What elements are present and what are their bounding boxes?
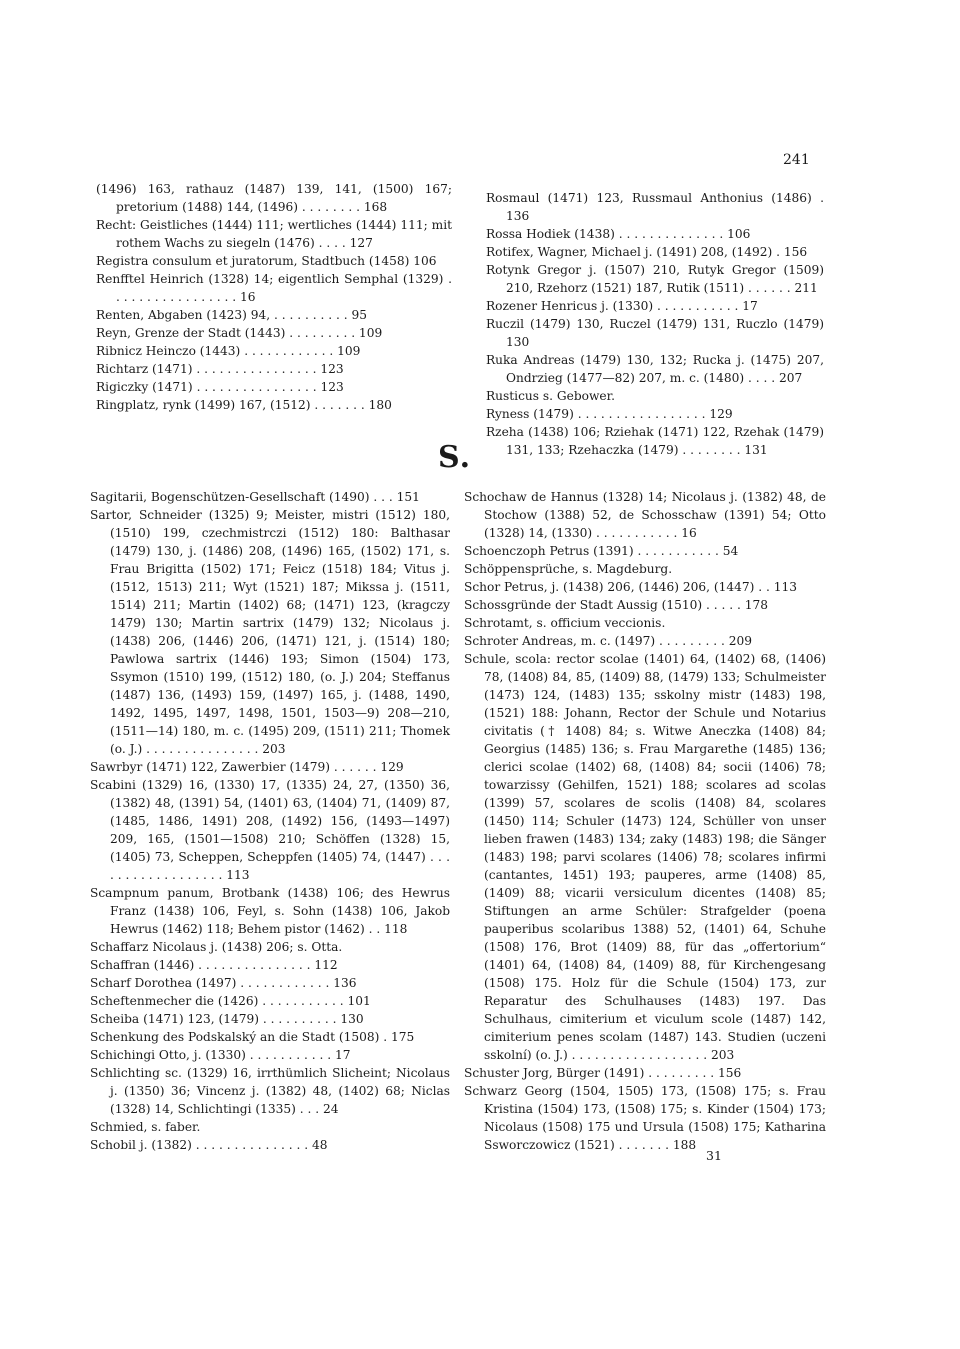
index-entry: Schuster Jorg, Bürger (1491) . . . . . . . . . 156 [464,1066,742,1080]
index-column-bottom-left [90,488,450,1154]
index-entry: Rozener Henricus j. (1330) . . . . . . . . . . . 17 [486,299,758,313]
index-entry: Scheftenmecher die (1426) . . . . . . . . . . . 101 [90,994,371,1008]
index-entry: Ruczil (1479) 130, Ruczel (1479) 131, Ruczlo (1479) 130 [486,317,824,349]
index-entry: Ruka Andreas (1479) 130, 132; Rucka j. (1475) 207, Ondrzieg (1477—82) 207, m. c. (1480) . . . . 207 [486,353,824,385]
index-entry: Schoenczoph Petrus (1391) . . . . . . . . . . . 54 [464,544,739,558]
index-entry: Schaffran (1446) . . . . . . . . . . . . . . . 112 [90,958,338,972]
index-column-top-left [96,180,452,414]
index-entry: Rzeha (1438) 106; Rziehak (1471) 122, Rzehak (1479) 131, 133; Rzehaczka (1479) . . . . . . . . 131 [486,425,824,457]
index-entry: Schmied, s. faber. [90,1120,201,1134]
index-entry: Recht: Geistliches (1444) 111; wertliches (1444) 111; mit rothem Wachs zu siegeln (1476) . . . . 127 [96,218,452,250]
index-entry: Ribnicz Heinczo (1443) . . . . . . . . . . . . 109 [96,344,361,358]
index-entry: Renfftel Heinrich (1328) 14; eigentlich Semphal (1329) . . . . . . . . . . . . . . . . . 16 [96,272,452,304]
index-entry: Scampnum panum, Brotbank (1438) 106; des Hewrus Franz (1438) 106, Feyl, s. Sohn (1438) 106, Jakob Hewrus (1462) 118; Behem pistor (1462) . . 118 [90,886,450,936]
index-entry: Scharf Dorothea (1497) . . . . . . . . . . . . 136 [90,976,357,990]
index-entry: Schroter Andreas, m. c. (1497) . . . . . . . . . 209 [464,634,753,648]
index-entry: Sartor, Schneider (1325) 9; Meister, mistri (1512) 180, (1510) 199, czechmistrczi (1512) 180: Balthasar (1479) 130, j. (1486) 208, (1496) 165, (1502) 171, s. Frau Brigitta (1502) 171; Feicz (1518) 184; Vitus j. (1512, 1513) 211; Wyt (1521) 187; Mikssa j. (1511, 1514) 211; Martin (1402) 68; (1471) 123, (kragczy 1479) 130; Martin sartrix (1479) 132; Nicolaus j. (1438) 206, (1446) 206, (1471) 121, j. (1514) 180; Pawlowa sartrix (1446) 193; Simon (1504) 173, Ssymon (1510) 199, (1512) 180, (o. J.) 204; Steffanus (1487) 136, (1493) 159, (1497) 165, j. (1488, 1490, 1492, 1495, 1497, 1498, 1501, 1503—9) 208—210, (1511—14) 180, m. c. (1495) 209, (1511) 211; Thomek (o. J.) . . . . . . . . . . . . . . . 203 [90,508,450,756]
index-entry: Schossgründe der Stadt Aussig (1510) . . . . . 178 [464,598,769,612]
index-entry: Ringplatz, rynk (1499) 167, (1512) . . . . . . . 180 [96,398,392,412]
index-entry: Schrotamt, s. officium veccionis. [464,616,666,630]
index-entry: Schenkung des Podskalský an die Stadt (1508) . 175 [90,1030,415,1044]
index-entry: Schochaw de Hannus (1328) 14; Nicolaus j. (1382) 48, de Stochow (1388) 52, de Schosschaw (1391) 54; Otto (1328) 14, (1330) . . . . . . . . . . . 16 [464,490,826,540]
index-entry: Schwarz Georg (1504, 1505) 173, (1508) 175; s. Frau Kristina (1504) 173, (1508) 175; s. Kinder (1504) 173; Nicolaus (1508) 175 und Ursula (1508) 175; Katharina Ssworczowicz (1521) . . . . . . . 188 [464,1084,826,1152]
index-entry: Schor Petrus, j. (1438) 206, (1446) 206, (1447) . . 113 [464,580,798,594]
index-entry: Rosmaul (1471) 123, Russmaul Anthonius (1486) . 136 [486,191,824,223]
index-entry: Schaffarz Nicolaus j. (1438) 206; s. Otta. [90,940,343,954]
index-entry: Renten, Abgaben (1423) 94, . . . . . . . . . . 95 [96,308,367,322]
index-entry: Sagitarii, Bogenschützen-Gesellschaft (1490) . . . 151 [90,490,420,504]
index-entry: Richtarz (1471) . . . . . . . . . . . . . . . . 123 [96,362,344,376]
index-entry: Scheiba (1471) 123, (1479) . . . . . . . . . . 130 [90,1012,364,1026]
index-entry: Schobil j. (1382) . . . . . . . . . . . . . . . 48 [90,1138,328,1152]
section-letter-heading: S. [438,440,472,475]
index-entry: Schichingi Otto, j. (1330) . . . . . . . . . . . 17 [90,1048,351,1062]
index-entry: Rusticus s. Gebower. [486,389,615,403]
index-entry: Rossa Hodiek (1438) . . . . . . . . . . . . . . 106 [486,227,751,241]
index-entry: Rotifex, Wagner, Michael j. (1491) 208, (1492) . 156 [486,245,808,259]
index-entry: Scabini (1329) 16, (1330) 17, (1335) 24, 27, (1350) 36, (1382) 48, (1391) 54, (1401) 63, (1404) 71, (1409) 87, (1485, 1486, 1491) 208, (1492) 156, (1493—1497) 209, 165, (1501—1508) 210; Schöffen (1328) 15, (1405) 73, Scheppen, Scheppfen (1405) 74, (1447) . . . . . . . . . . . . . . . . . . 113 [90,778,450,882]
index-entry: Schöppensprüche, s. Magdeburg. [464,562,673,576]
index-entry: Ryness (1479) . . . . . . . . . . . . . . . . . 129 [486,407,733,421]
index-entry: Rotynk Gregor j. (1507) 210, Rutyk Gregor (1509) 210, Rzehorz (1521) 187, Rutik (1511) . . . . . . 211 [486,263,824,295]
index-column-bottom-right [464,488,826,1154]
index-entry: Registra consulum et juratorum, Stadtbuch (1458) 106 [96,254,437,268]
index-entry: Schlichting sc. (1329) 16, irrthümlich Slicheint; Nicolaus j. (1350) 36; Vincenz j. (1382) 48, (1402) 68; Niclas (1328) 14, Schlichtingi (1335) . . . 24 [90,1066,450,1116]
page-number: 241 [783,152,810,168]
sheet-signature: 31 [706,1148,722,1163]
index-entry: Sawrbyr (1471) 122, Zawerbier (1479) . . . . . . 129 [90,760,404,774]
index-entry: Rigiczky (1471) . . . . . . . . . . . . . . . . 123 [96,380,344,394]
index-entry: Schule, scola: rector scolae (1401) 64, (1402) 68, (1406) 78, (1408) 84, 85, (1409) 88, (1479) 133; Schulmeister (1473) 124, (1483) 135; sskolny mistr (1483) 198, (1521) 188: Johann, Rector der Schule und Notarius civitatis († 1408) 84; s. Witwe Aneczka (1408) 84; Georgius (1485) 136; s. Frau Margarethe (1485) 136; clerici scolae (1402) 68, (1408) 84; socii (1406) 78; towarzissy (Gehilfen, 1521) 188; scolares ad scolas (1399) 57, scolares de scolis (1408) 84, scolares (1450) 114; Schuler (1473) 124, Schüller von unser lieben frawen (1483) 134; zaky (1483) 198; die Sänger (1483) 198; parvi scolares (1406) 78; scolares infirmi (cantantes, 1451) 193; pauperes, arme (1408) 85, (1409) 88; vicarii versiculum dicentes (1408) 85; Stiftungen an arme Schüler: Strafgelder (poena pauperibus scolaribus 1388) 52, (1401) 64, Schuhe (1508) 176, Brot (1409) 88, für das „offertorium“ (1401) 64, (1408) 84, (1409) 88, für Kirchengesang (1508) 175. Holz für die Schule (1504) 173, zur Reparatur des Schulhauses (1483) 197. Das Schulhaus, cimiterium et viculum scole (1487) 142, cimiterium penes scolam (1487) 143. Studien (uczeni sskolní) (o. J.) . . . . . . . . . . . . . . . . . . 203 [464,652,826,1062]
index-column-top-right [486,189,824,459]
index-entry: (1496) 163, rathauz (1487) 139, 141, (1500) 167; pretorium (1488) 144, (1496) . . . . . . . . 168 [96,182,452,214]
index-entry: Reyn, Grenze der Stadt (1443) . . . . . . . . . 109 [96,326,383,340]
